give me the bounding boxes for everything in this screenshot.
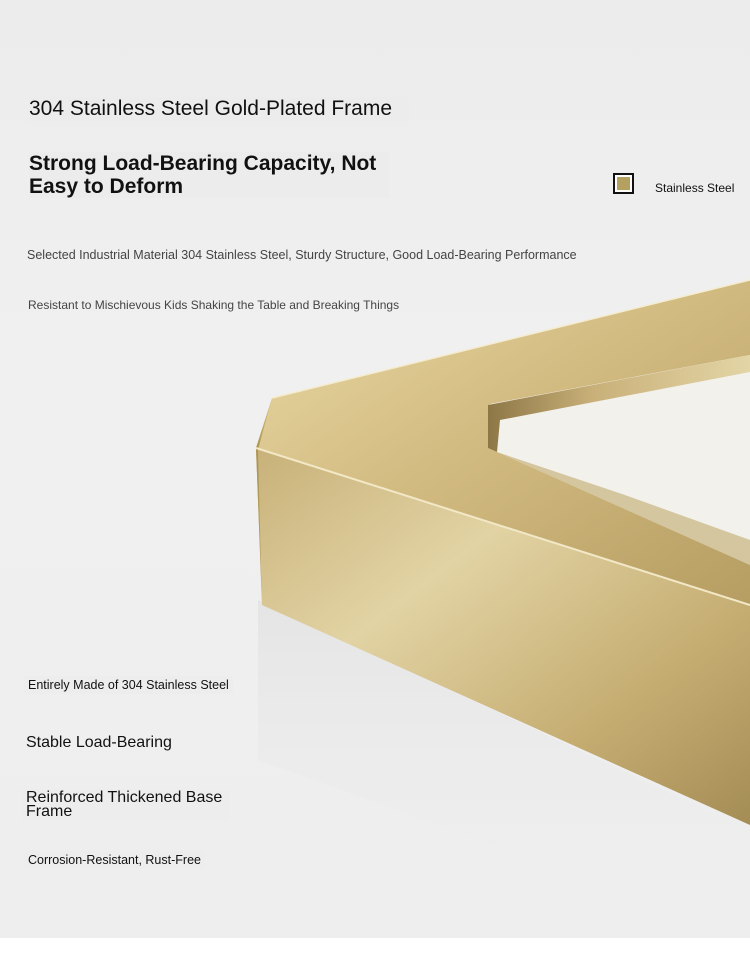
feature-item: Reinforced Thickened Base Frame [22,789,230,821]
description-line-2: Resistant to Mischievous Kids Shaking the Table and Breaking Things [28,298,400,312]
footer-strip [0,938,750,969]
feature-item: Corrosion-Resistant, Rust-Free [24,851,205,869]
page-subtitle: Strong Load-Bearing Capacity, Not Easy to Deform [29,152,389,198]
legend-label: Stainless Steel [655,181,735,195]
description-line-1: Selected Industrial Material 304 Stainless Steel, Sturdy Structure, Good Load-Bearing Performance [27,248,577,262]
feature-item: Entirely Made of 304 Stainless Steel [24,676,233,694]
stainless-steel-swatch [613,173,634,194]
feature-item: Stable Load-Bearing [26,734,172,751]
material-legend [613,173,735,195]
page-title: 304 Stainless Steel Gold-Plated Frame [29,97,409,121]
